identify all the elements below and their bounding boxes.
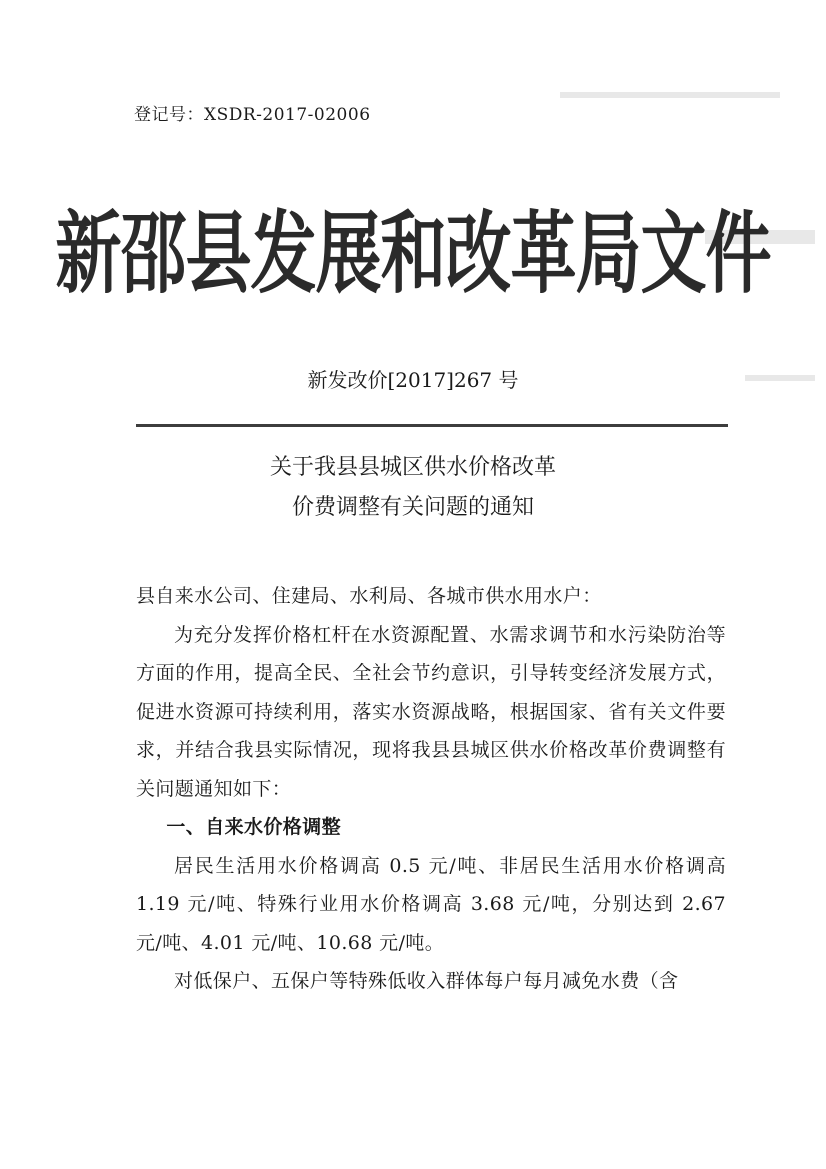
document-header: 新邵县发展和改革局文件 (55, 200, 771, 307)
section-heading: 一、自来水价格调整 (166, 816, 341, 838)
paragraph: 居民生活用水价格调高 0.5 元/吨、非居民生活用水价格调高 1.19 元/吨、特殊行业用水价格调高 3.68 元/吨，分别达到 2.67 元/吨、4.01 元/吨、10.68 元/吨。 (136, 854, 726, 954)
paragraph: 为充分发挥价格杠杆在水资源配置、水需求调节和水污染防治等方面的作用，提高全民、全社会节约意识，引导转变经济发展方式，促进水资源可持续利用，落实水资源战略，根据国家、省有关文件要求，并结合我县实际情况，现将我县县城区供水价格改革价费调整有关问题通知如下： (136, 623, 726, 800)
document-title (0, 448, 826, 528)
document-body (136, 577, 726, 1001)
scan-artifact (560, 92, 780, 98)
document-number: 新发改价[2017]267 号 (307, 368, 519, 392)
addressee: 县自来水公司、住建局、水利局、各城市供水用水户： (136, 585, 602, 607)
header-divider (136, 424, 728, 427)
title-line-2: 价费调整有关问题的通知 (291, 495, 534, 520)
registration-number: 登记号：XSDR-2017-02006 (134, 105, 371, 125)
paragraph: 对低保户、五保户等特殊低收入群体每户每月减免水费（含 (174, 970, 679, 992)
title-line-1: 关于我县县城区供水价格改革 (269, 455, 556, 480)
